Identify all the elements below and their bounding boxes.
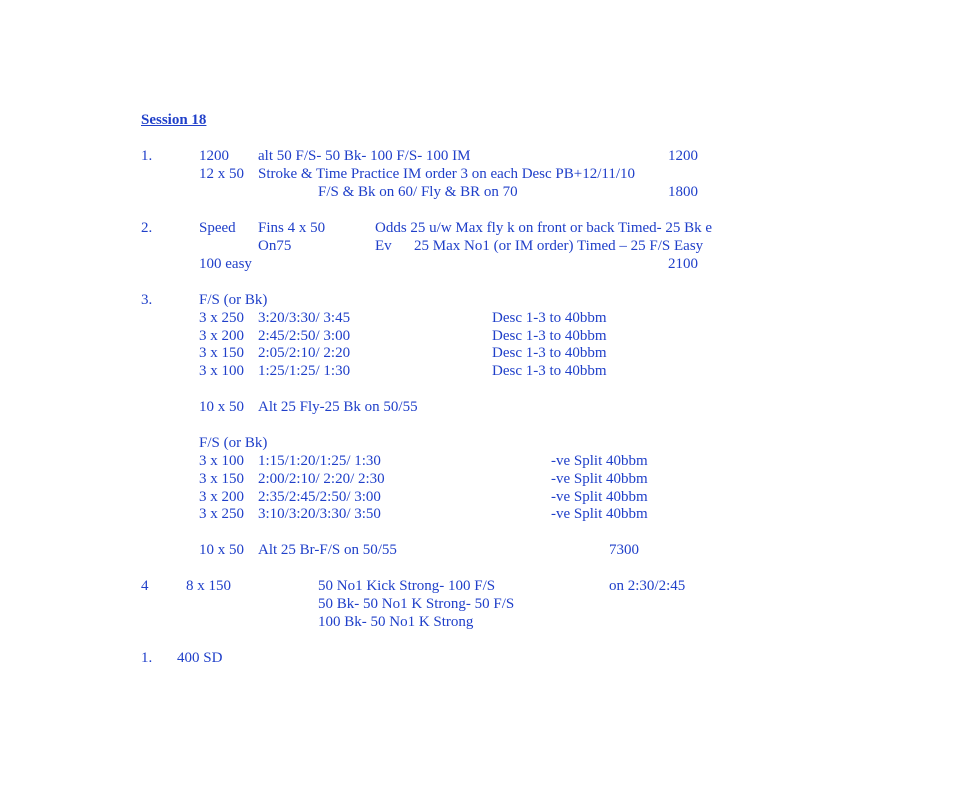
set-3b-row-1-times: 1:15/1:20/1:25/ 1:30 [258,453,381,469]
set-4-line-1: 50 No1 Kick Strong- 100 F/S [318,578,496,594]
set-3-final-total: 7300 [609,542,639,558]
set-3a-row-3-note: Desc 1-3 to 40bbm [492,345,607,361]
set-2-line-3-total: 2100 [668,256,698,272]
set-3a-row-2-reps: 3 x 200 [199,328,244,344]
set-4-number: 4 [141,578,149,594]
set-2-number: 2. [141,220,153,236]
set-3a-row-4-note: Desc 1-3 to 40bbm [492,363,607,379]
set-3-final-desc: Alt 25 Br-F/S on 50/55 [258,542,397,558]
set-3a-row-2-times: 2:45/2:50/ 3:00 [258,328,351,344]
set-1-line-1-desc: alt 50 F/S- 50 Bk- 100 F/S- 100 IM [258,148,471,164]
set-4-interval: on 2:30/2:45 [609,578,686,594]
set-3b-row-2-times: 2:00/2:10/ 2:20/ 2:30 [258,471,385,487]
set-3a-row-4-reps: 3 x 100 [199,363,244,379]
set-2-line-3-col1: 100 easy [199,256,252,272]
set-2-line-2-col3b: 25 Max No1 (or IM order) Timed – 25 F/S Easy [414,238,704,254]
set-1-line-2-desc: Stroke & Time Practice IM order 3 on each Desc PB+12/11/10 [258,166,636,182]
set-3a-row-1-reps: 3 x 250 [199,310,244,326]
set-3b-row-4-times: 3:10/3:20/3:30/ 3:50 [258,506,381,522]
set-3b-row-4-reps: 3 x 250 [199,506,244,522]
set-1-number: 1. [141,148,153,164]
set-3b-row-2-reps: 3 x 150 [199,471,244,487]
set-3-number: 3. [141,292,153,308]
set-4-reps: 8 x 150 [186,578,231,594]
set-3a-row-3-reps: 3 x 150 [199,345,244,361]
set-3b-row-1-reps: 3 x 100 [199,453,244,469]
set-3b-row-3-note: -ve Split 40bbm [551,489,648,505]
set-1-line-2-col1: 12 x 50 [199,166,244,182]
set-1-line-3-total: 1800 [668,184,698,200]
set-3-final-reps: 10 x 50 [199,542,244,558]
set-3b-row-3-reps: 3 x 200 [199,489,244,505]
set-3a-row-4-times: 1:25/1:25/ 1:30 [258,363,351,379]
set-4-line-3: 100 Bk- 50 No1 K Strong [318,614,474,630]
set-1-line-3-desc: F/S & Bk on 60/ Fly & BR on 70 [318,184,518,200]
set-5-number: 1. [141,650,153,666]
set-3-middle-reps: 10 x 50 [199,399,244,415]
set-5-desc: 400 SD [177,650,223,666]
set-4-line-2: 50 Bk- 50 No1 K Strong- 50 F/S [318,596,515,612]
page-title: Session 18 [141,112,207,128]
set-3a-row-3-times: 2:05/2:10/ 2:20 [258,345,351,361]
set-3b-row-2-note: -ve Split 40bbm [551,471,648,487]
set-3-block-b-heading: F/S (or Bk) [199,435,268,451]
set-2-line-1-col3: Odds 25 u/w Max fly k on front or back Timed- 25 Bk e [375,220,713,236]
set-3a-row-1-times: 3:20/3:30/ 3:45 [258,310,351,326]
set-2-line-1-col1: Speed [199,220,236,236]
set-3a-row-2-note: Desc 1-3 to 40bbm [492,328,607,344]
set-3-middle-desc: Alt 25 Fly-25 Bk on 50/55 [258,399,418,415]
set-3b-row-4-note: -ve Split 40bbm [551,506,648,522]
set-1-line-1-col1: 1200 [199,148,229,164]
set-2-line-1-col2: Fins 4 x 50 [258,220,326,236]
set-3b-row-3-times: 2:35/2:45/2:50/ 3:00 [258,489,381,505]
set-3b-row-1-note: -ve Split 40bbm [551,453,648,469]
set-2-line-2-col3a: Ev [375,238,392,254]
set-1-line-1-total: 1200 [668,148,698,164]
set-3a-row-1-note: Desc 1-3 to 40bbm [492,310,607,326]
set-3-block-a-heading: F/S (or Bk) [199,292,268,308]
set-2-line-2-col2: On75 [258,238,292,254]
